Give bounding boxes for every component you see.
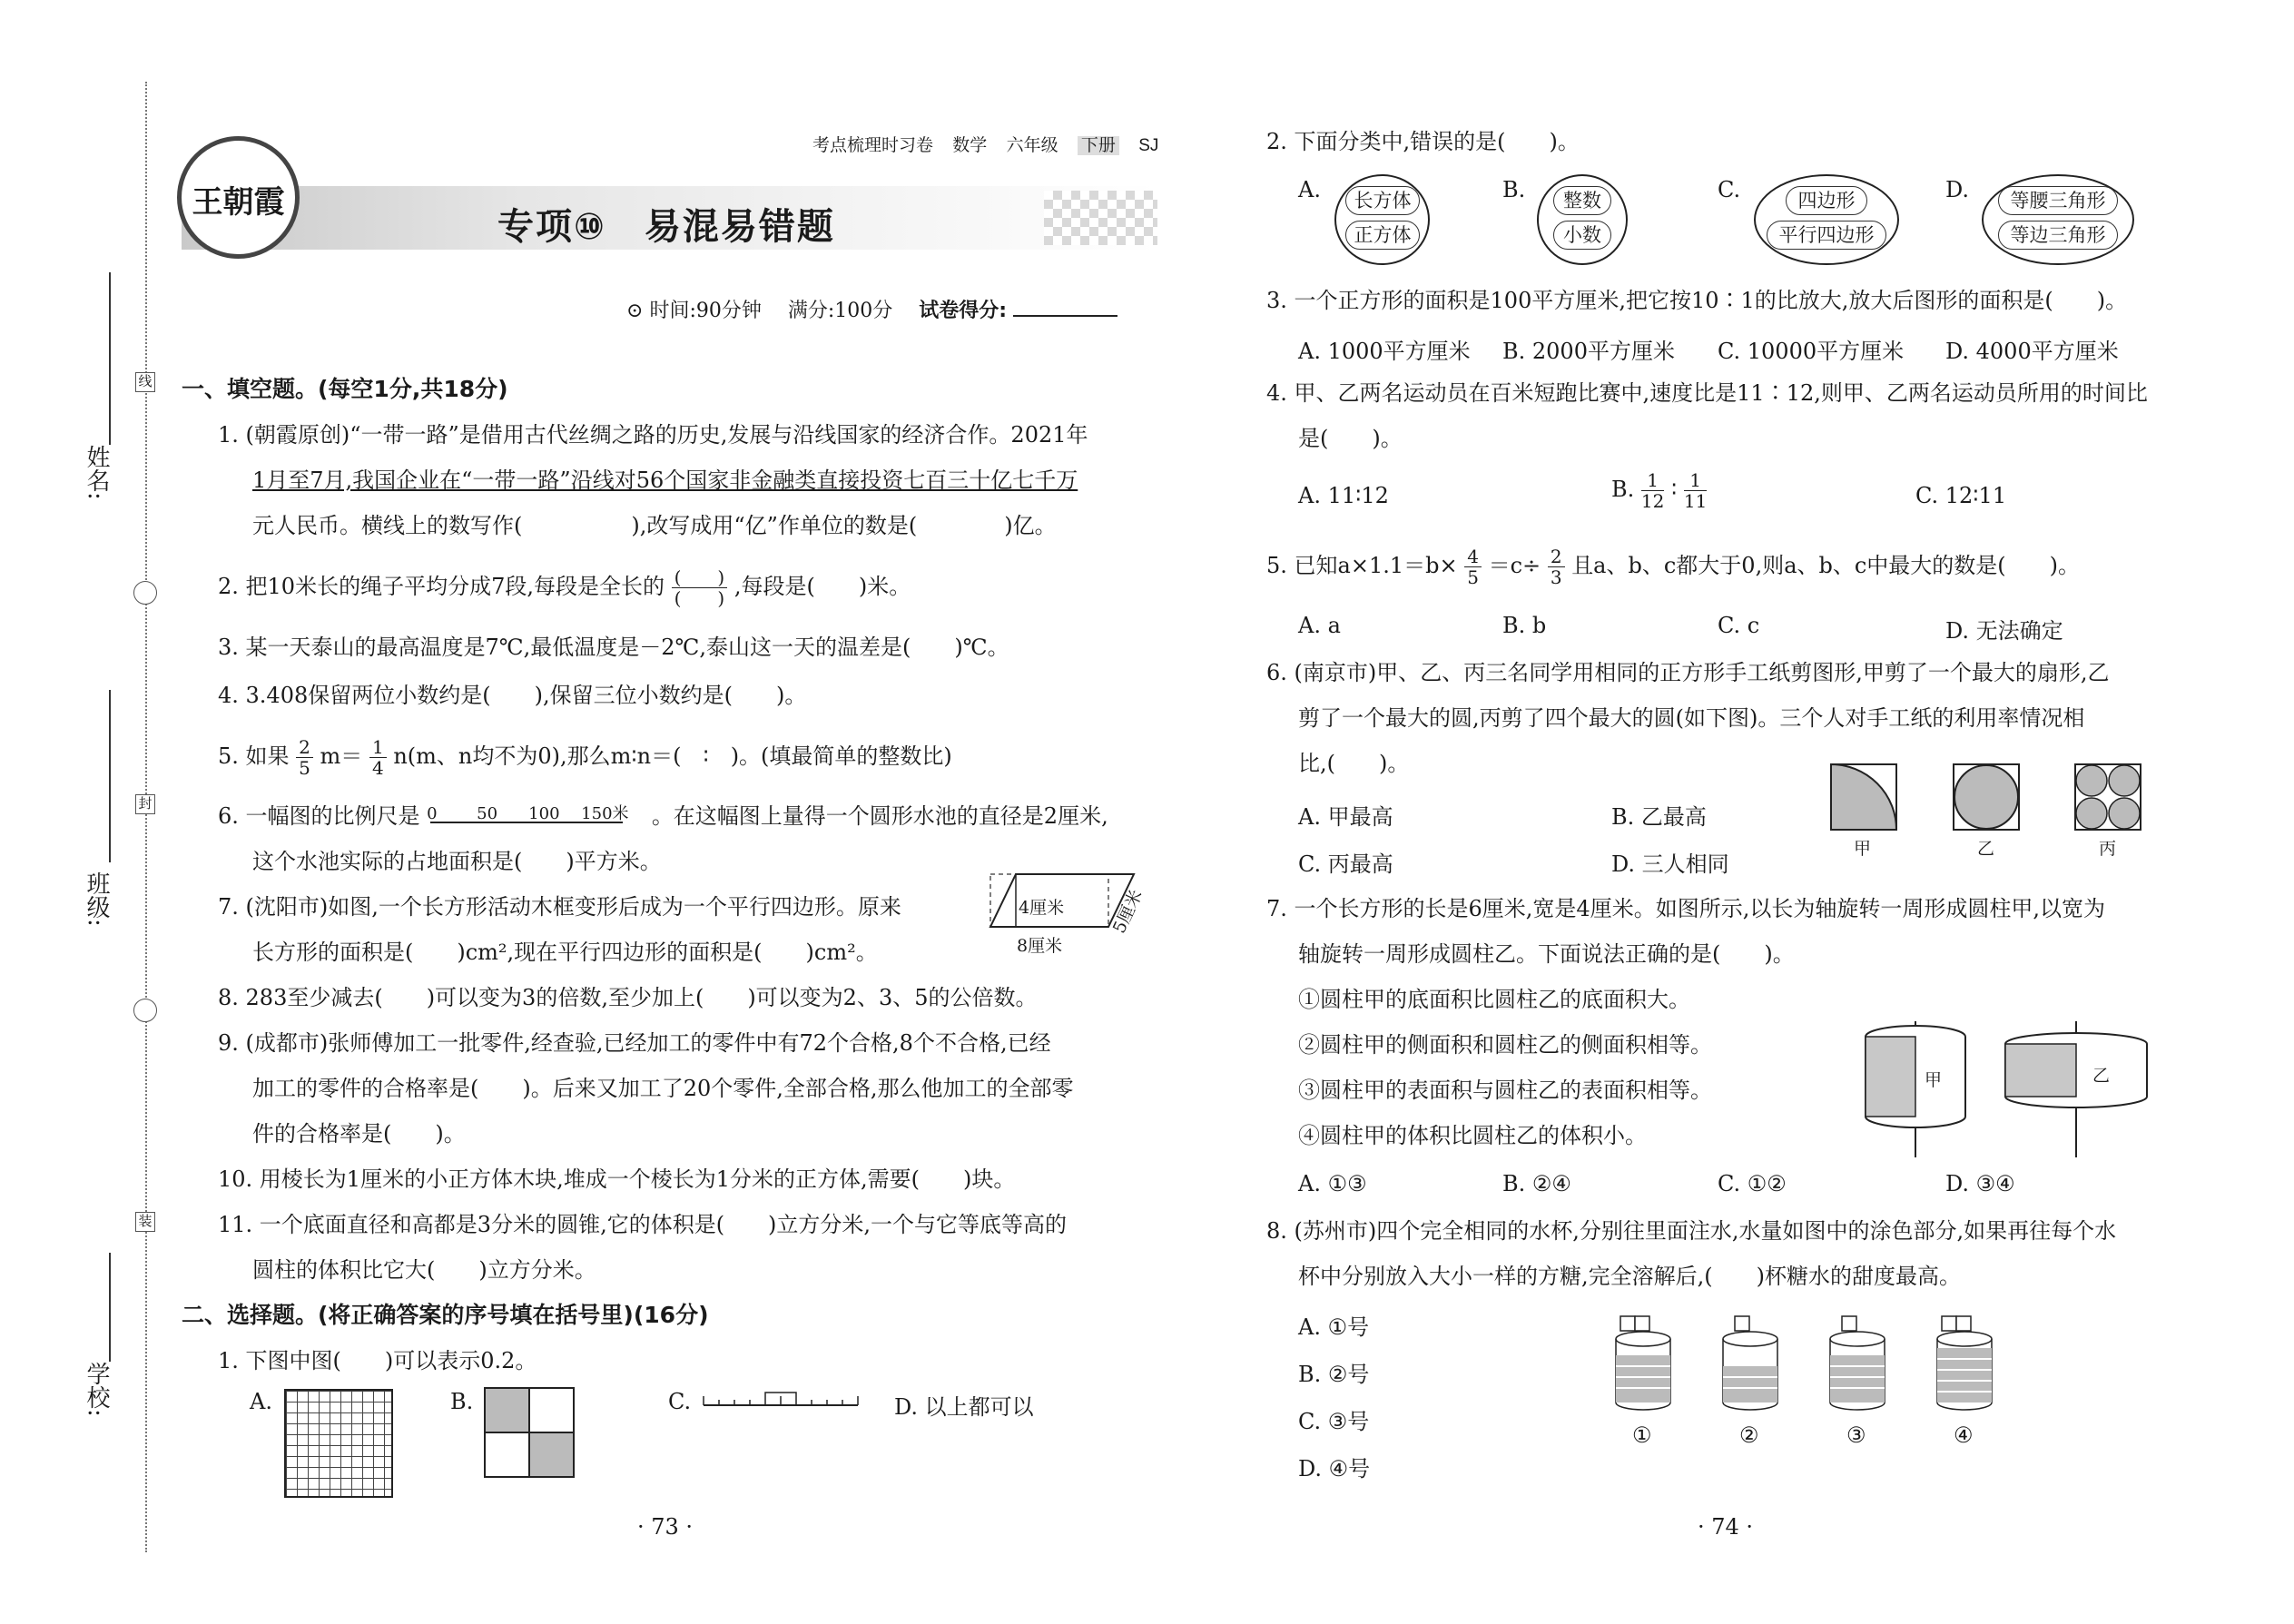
para-side-label: 5厘米 xyxy=(1108,886,1147,937)
set-d-inner-2: 等边三角形 xyxy=(1998,221,2118,250)
scale-tick: 150米 xyxy=(581,803,629,823)
frac-den: 5 xyxy=(1467,566,1479,588)
choice-8-line2: 杯中分别放入大小一样的方糖,完全溶解后,( )杯糖水的甜度最高。 xyxy=(1298,1264,1961,1289)
choice-8-option-b[interactable]: B. ②号 xyxy=(1298,1362,1370,1387)
question-1-line1: 1. (朝霞原创)“一带一路”是借用古代丝绸之路的历史,发展与沿线国家的经济合作。2021年 xyxy=(218,422,1088,448)
figure-label-yi: 乙 xyxy=(1977,839,1995,859)
binding-name-label: 姓名: xyxy=(83,445,110,500)
banner-checker xyxy=(1044,191,1157,245)
header-series: 考点梳理时习卷 xyxy=(812,136,934,155)
question-3: 3. 某一天泰山的最高温度是7℃,最低温度是－2℃,泰山这一天的温差是( )℃。 xyxy=(218,635,1009,660)
choice-1-option-c[interactable]: C. xyxy=(668,1389,692,1414)
question-9-line2: 加工的零件的合格率是( )。后来又加工了20个零件,全部合格,那么他加工的全部零 xyxy=(252,1076,1074,1101)
choice-7-option-c[interactable]: C. ①② xyxy=(1718,1171,1787,1196)
header-grade: 六年级 xyxy=(1006,136,1058,155)
frac-num: 2 xyxy=(296,737,313,758)
set-d-inner-1: 等腰三角形 xyxy=(1998,186,2118,215)
choice-2-option-c[interactable]: C. xyxy=(1718,177,1741,202)
question-11-line2: 圆柱的体积比它大( )立方分米。 xyxy=(252,1257,596,1283)
choice-4-option-c[interactable]: C. 12∶11 xyxy=(1915,483,2007,508)
choice-5 xyxy=(1266,546,2080,587)
binding-margin xyxy=(0,0,159,1624)
set-a-inner-2: 正方体 xyxy=(1345,221,1420,250)
cup-label-1: ① xyxy=(1632,1422,1652,1448)
choice-4-option-b[interactable]: B. $\frac{1}{12}$ ∶ $\frac{1}{11}$ xyxy=(1611,469,1708,512)
choice-6-line1: 6. (南京市)甲、乙、丙三名同学用相同的正方形手工纸剪图形,甲剪了一个最大的扇形,乙 xyxy=(1266,660,2110,685)
choice-8-line1: 8. (苏州市)四个完全相同的水杯,分别往里面注水,水量如图中的涂色部分,如果再往每个水 xyxy=(1266,1218,2117,1244)
choice-2-option-b[interactable]: B. xyxy=(1502,177,1526,202)
binding-mark-xian: 线 xyxy=(135,372,155,392)
grid-figure-a xyxy=(284,1389,393,1498)
choice-8-option-a[interactable]: A. ①号 xyxy=(1298,1314,1370,1340)
exam-time: 时间:90分钟 xyxy=(649,300,762,322)
frac-num: 2 xyxy=(1548,546,1565,567)
section-fill-blank-title: 一、填空题。(每空1分,共18分) xyxy=(182,376,508,402)
para-base-label: 8厘米 xyxy=(1017,936,1063,956)
fraction-1-12 xyxy=(1641,470,1664,511)
binding-class-line xyxy=(109,690,111,862)
choice-3-option-c[interactable]: C. 10000平方厘米 xyxy=(1718,339,1905,364)
choice-7-statement-4: ④圆柱甲的体积比圆柱乙的体积小。 xyxy=(1298,1123,1647,1148)
choice-6-option-c[interactable]: C. 丙最高 xyxy=(1298,851,1393,877)
question-6-text-b: 。在这幅图上量得一个圆形水池的直径是2厘米, xyxy=(651,803,1108,829)
binding-mark-feng: 封 xyxy=(135,794,155,814)
page-title: 专项⑩ 易混易错题 xyxy=(497,206,835,248)
choice-5-text-b: ＝c÷ xyxy=(1488,553,1541,578)
fraction-1-11 xyxy=(1684,470,1707,511)
binding-hole-icon xyxy=(133,581,157,605)
question-7-line2: 长方形的面积是( )cm²,现在平行四边形的面积是( )cm²。 xyxy=(252,940,878,965)
scale-bar xyxy=(427,803,645,832)
header-volume: 下册 xyxy=(1078,136,1119,155)
question-2-text2: ,每段是( )米。 xyxy=(733,574,911,599)
question-5 xyxy=(218,737,952,778)
cylinder-figures xyxy=(1852,1017,2151,1162)
choice-7-statement-1: ①圆柱甲的底面积比圆柱乙的底面积大。 xyxy=(1298,987,1690,1012)
choice-7-option-d[interactable]: D. ③④ xyxy=(1945,1171,2015,1196)
question-5-text-a: 5. 如果 xyxy=(218,743,290,769)
binding-school-line xyxy=(109,1253,111,1362)
set-a-inner-1: 长方体 xyxy=(1345,186,1420,215)
header-series-line xyxy=(812,132,1158,156)
question-1-line3: 元人民币。横线上的数写作( ),改写成用“亿”作单位的数是( )亿。 xyxy=(252,513,1057,538)
frac-num: 1 xyxy=(369,737,387,758)
cylinder-label-yi: 乙 xyxy=(2092,1066,2111,1086)
choice-2-option-d[interactable]: D. xyxy=(1945,177,1970,202)
frac-num: 1 xyxy=(1684,470,1707,491)
choice-1: 1. 下图中图( )可以表示0.2。 xyxy=(218,1348,537,1373)
choice-6-option-a[interactable]: A. 甲最高 xyxy=(1298,804,1393,830)
paper-figures xyxy=(1829,763,2142,835)
cylinder-label-jia: 甲 xyxy=(1925,1070,1943,1090)
choice-7-option-b[interactable]: B. ②④ xyxy=(1502,1171,1571,1196)
exam-full-score: 满分:100分 xyxy=(787,300,893,322)
fraction-4-5 xyxy=(1464,546,1482,587)
cup-label-4: ④ xyxy=(1954,1422,1974,1448)
cup-figures xyxy=(1611,1312,2020,1421)
question-5-text-b: m＝ xyxy=(320,743,363,769)
question-9-line1: 9. (成都市)张师傅加工一批零件,经查验,已经加工的零件中有72个合格,8个不合格,已经 xyxy=(218,1030,1051,1056)
page-number-left: · 73 · xyxy=(637,1514,694,1540)
scale-tick: 50 xyxy=(477,803,498,823)
question-9-line3: 件的合格率是( )。 xyxy=(252,1121,466,1147)
choice-6-option-d[interactable]: D. 三人相同 xyxy=(1611,851,1729,877)
frac-num: 1 xyxy=(1641,470,1664,491)
choice-8-option-d[interactable]: D. ④号 xyxy=(1298,1456,1371,1481)
frac-den: 5 xyxy=(299,757,310,779)
binding-mark-zhuang: 装 xyxy=(135,1212,155,1232)
choice-1-option-d[interactable]: D. 以上都可以 xyxy=(894,1394,1034,1420)
choice-3: 3. 一个正方形的面积是100平方厘米,把它按10∶1的比放大,放大后图形的面积是( )。 xyxy=(1266,288,2128,313)
set-c-inner-2: 平行四边形 xyxy=(1767,221,1886,250)
question-8: 8. 283至少减去( )可以变为3的倍数,至少加上( )可以变为2、3、5的公倍数。 xyxy=(218,985,1038,1010)
header-edition: SJ xyxy=(1138,136,1159,155)
scale-tick: 0 xyxy=(427,803,438,823)
para-height-label: 4厘米 xyxy=(1019,898,1065,918)
choice-7-line1: 7. 一个长方形的长是6厘米,宽是4厘米。如图所示,以长为轴旋转一周形成圆柱甲,以宽为 xyxy=(1266,896,2105,921)
set-b-inner-2: 小数 xyxy=(1553,221,1611,250)
frac-den: 11 xyxy=(1683,490,1708,512)
page-number-right: · 74 · xyxy=(1698,1514,1754,1540)
choice-4-option-a[interactable]: A. 11∶12 xyxy=(1298,483,1389,508)
choice-5-text-a: 5. 已知a×1.1＝b× xyxy=(1266,553,1458,578)
frac-num: 4 xyxy=(1464,546,1482,567)
choice-7-option-a[interactable]: A. ①③ xyxy=(1298,1171,1367,1196)
question-2 xyxy=(218,567,911,608)
binding-class-label: 班级: xyxy=(83,871,110,927)
set-c-inner-1: 四边形 xyxy=(1786,186,1867,215)
question-6-line2: 这个水池实际的占地面积是( )平方米。 xyxy=(252,849,662,874)
number-line-figure-c xyxy=(702,1380,861,1416)
choice-7-statement-2: ②圆柱甲的侧面积和圆柱乙的侧面积相等。 xyxy=(1298,1032,1712,1058)
question-1-line2: 1月至7月,我国企业在“一带一路”沿线对56个国家非金融类直接投资七百三十亿七千万 xyxy=(252,468,1078,493)
exam-score-label: 试卷得分: xyxy=(919,300,1008,322)
choice-5-text-c: 且a、b、c都大于0,则a、b、c中最大的数是( )。 xyxy=(1571,553,2081,578)
question-5-text-c: n(m、n均不为0),那么m∶n＝( ∶ )。(填最简单的整数比) xyxy=(393,743,952,769)
choice-3-option-b[interactable]: B. 2000平方厘米 xyxy=(1502,339,1675,364)
choice-5-option-d[interactable]: D. 无法确定 xyxy=(1945,618,2063,644)
question-10: 10. 用棱长为1厘米的小正方体木块,堆成一个棱长为1分米的正方体,需要( )块。 xyxy=(218,1166,1016,1192)
fraction-2-3 xyxy=(1548,546,1565,587)
cup-label-3: ③ xyxy=(1846,1422,1866,1448)
choice-1-option-b[interactable]: B. xyxy=(450,1389,474,1414)
choice-5-option-a[interactable]: A. a xyxy=(1298,613,1341,638)
question-2-text: 2. 把10米长的绳子平均分成7段,每段是全长的 xyxy=(218,574,665,599)
choice-5-option-c[interactable]: C. c xyxy=(1718,613,1760,638)
question-6-text-a: 6. 一幅图的比例尺是 xyxy=(218,803,420,829)
binding-dotted-line xyxy=(145,82,147,1552)
choice-7-statement-3: ③圆柱甲的表面积与圆柱乙的表面积相等。 xyxy=(1298,1078,1712,1103)
frac-den: 3 xyxy=(1550,566,1562,588)
choice-6-option-b[interactable]: B. 乙最高 xyxy=(1611,804,1707,830)
question-4: 4. 3.408保留两位小数约是( ),保留三位小数约是( )。 xyxy=(218,683,807,708)
choice-4-line2: 是( )。 xyxy=(1298,426,1403,451)
figure-label-jia: 甲 xyxy=(1854,839,1872,859)
choice-2-option-a[interactable]: A. xyxy=(1298,177,1321,202)
header-subject: 数学 xyxy=(952,136,988,155)
exam-score-field[interactable] xyxy=(1013,297,1117,317)
choice-1-option-a[interactable]: A. xyxy=(250,1389,272,1414)
choice-2: 2. 下面分类中,错误的是( )。 xyxy=(1266,129,1580,154)
section-choice-title: 二、选择题。(将正确答案的序号填在括号里)(16分) xyxy=(182,1302,709,1328)
frac-den: 4 xyxy=(371,757,384,779)
choice-5-option-b[interactable]: B. b xyxy=(1502,613,1547,638)
binding-name-line xyxy=(109,272,111,445)
logo xyxy=(177,136,300,259)
choice-3-option-a[interactable]: A. 1000平方厘米 xyxy=(1298,339,1471,364)
cup-label-2: ② xyxy=(1739,1422,1759,1448)
logo-text: 王朝霞 xyxy=(192,184,285,221)
choice-4-line1: 4. 甲、乙两名运动员在百米短跑比赛中,速度比是11∶12,则甲、乙两名运动员所用的时间比 xyxy=(1266,380,2148,406)
square-figure-b xyxy=(484,1387,575,1478)
frac-den: 12 xyxy=(1640,490,1665,512)
exam-meta xyxy=(626,295,1117,323)
question-6-line1 xyxy=(218,802,1108,832)
choice-8-option-c[interactable]: C. ③号 xyxy=(1298,1409,1370,1434)
choice-7-line2: 轴旋转一周形成圆柱乙。下面说法正确的是( )。 xyxy=(1298,941,1795,967)
choice-6-line2: 剪了一个最大的圆,丙剪了四个最大的圆(如下图)。三个人对手工纸的利用率情况相 xyxy=(1298,705,2085,731)
scale-tick: 100 xyxy=(528,803,560,823)
question-5-fraction-2 xyxy=(369,737,387,778)
choice-6-line3: 比,( )。 xyxy=(1298,751,1410,776)
question-2-fraction-blank[interactable]: $\frac{( )}{( )}$ xyxy=(672,567,728,608)
option-letter: B. xyxy=(1611,477,1635,502)
set-b-inner-1: 整数 xyxy=(1553,186,1611,215)
question-11-line1: 11. 一个底面直径和高都是3分米的圆锥,它的体积是( )立方分米,一个与它等底等高的 xyxy=(218,1212,1068,1237)
figure-label-bing: 丙 xyxy=(2099,839,2117,859)
binding-school-label: 学校: xyxy=(83,1362,110,1417)
choice-3-option-d[interactable]: D. 4000平方厘米 xyxy=(1945,339,2119,364)
question-7-line1: 7. (沈阳市)如图,一个长方形活动木框变形后成为一个平行四边形。原来 xyxy=(218,894,901,920)
binding-hole-icon xyxy=(133,999,157,1022)
question-5-fraction-1 xyxy=(296,737,313,778)
clock-icon: ⊙ xyxy=(626,300,644,322)
